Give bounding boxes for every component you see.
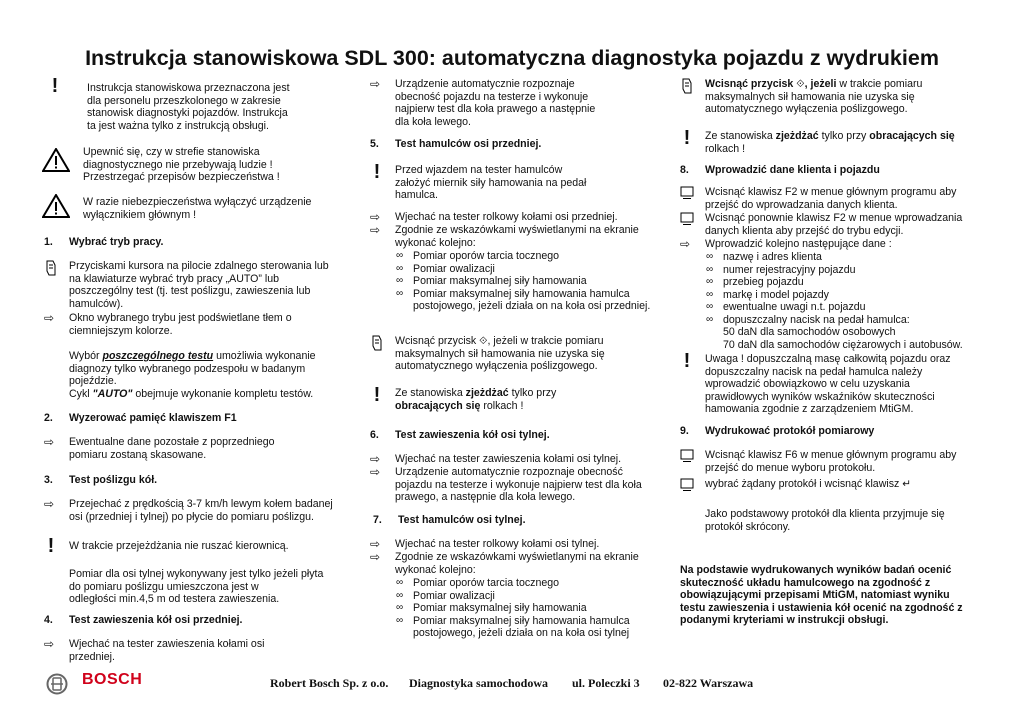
hollow-right-arrow-icon: ⇨ [43,637,55,651]
s7-p2: Zgodnie ze wskazówkami wyświetlanymi na ekranie wykonać kolejno: [395,551,639,576]
remote-control-icon [40,260,62,280]
page-title: Instrukcja stanowiskowa SDL 300: automatyczna diagnostyka pojazdu z wydrukiem [85,46,939,70]
list-item: ∞ Pomiar oporów tarcia tocznego [396,250,560,262]
list-item: ∞ dopuszczalny nacisk na pedał hamulca: [706,313,910,326]
s3-excl-block: ! W trakcie przejeżdżania nie ruszać kierownicą. [44,536,344,568]
s8-list [680,251,980,351]
sub-item: 70 daN dla samochodów ciężarowych i autobusów. [723,338,963,351]
s5-arrow-block-2: ⇨ Wjechać na tester rolkowy kołami osi przedniej. [370,211,660,224]
infinity-bullet: ∞ [706,251,714,262]
c3-p2: Ze stanowiska zjeżdżać tylko przy obracających się rolkach ! [705,130,955,155]
exclamation-icon: ! [373,161,381,183]
hollow-right-arrow-icon: ⇨ [369,550,381,564]
button-diamond-icon: ⟐ [796,78,805,90]
s3-arrow-block [44,498,344,536]
exclamation-icon: ! [373,384,381,406]
s8-excl-block [680,350,980,425]
warning-block-1 [44,146,344,196]
list-item: ∞ Pomiar owalizacji [396,262,495,275]
s5-p5: Ze stanowiska zjeżdżać tylko przy obracających się rolkach ! [395,387,557,412]
infinity-bullet: ∞ [706,288,714,300]
monitor-icon [676,186,698,204]
s7-list [370,577,660,640]
intro-text: Instrukcja stanowiskowa przeznaczona jest dla personelu przeszkolonego w zakresie stanowisk diagnostyki pojazdów. Instrukcja ta jest ważna tylko z instrukcją obsługi. [87,82,290,132]
hollow-right-arrow-icon: ⇨ [369,465,381,479]
bosch-brand: BOSCH [82,671,143,688]
s5-remote-block [370,335,660,383]
intro-block [44,75,344,140]
section-4-heading: 4. Test zawieszenia kół osi przedniej. [44,614,243,626]
list-item: ∞ Pomiar owalizacji [396,589,495,602]
remote-control-icon [366,335,388,355]
monitor-icon [676,449,698,467]
s1-p2: Okno wybranego trybu jest podświetlane tłem o ciemniejszym kolorze. [69,312,292,337]
footer [0,677,1024,695]
infinity-bullet: ∞ [396,614,404,626]
section-1-heading: 1. Wybrać tryb pracy. [44,236,164,248]
infinity-bullet: ∞ [396,250,404,261]
s3-p1: Przejechać z prędkością 3-7 km/h lewym kołem badanej osi (przedniej i tylnej) po płycie do pomiaru poślizgu. [69,498,333,523]
button-diamond-icon: ⟐ [479,335,488,347]
infinity-bullet: ∞ [396,287,404,299]
column-2 [370,78,660,640]
s5-p1: Przed wjazdem na tester hamulców założyć miernik siły hamowania na pedał hamulca. [395,164,587,201]
s7-arrow-block-2 [370,551,660,577]
list-item: ∞ Pomiar maksymalnej siły hamowania [396,602,587,614]
column-1 [43,75,344,663]
hollow-right-arrow-icon: ⇨ [43,311,55,325]
list-item: ∞ markę i model pojazdy [706,288,829,301]
infinity-bullet: ∞ [396,602,404,613]
infinity-bullet: ∞ [396,577,404,588]
s3-p3: Pomiar dla osi tylnej wykonywany jest tylko jeżeli płyta do pomiaru poślizgu umieszczona jest w odległości min.4,5 m od testera zawieszenia. [69,568,324,605]
warning-triangle-icon [42,148,64,176]
s2-p1: Ewentualne dane pozostałe z poprzedniego pomiaru zostaną skasowane. [69,436,275,461]
s7-arrow-block-1: ⇨ Wjechać na tester rolkowy kołami osi tylnej. [370,538,660,551]
s2-arrow-block [44,436,344,474]
hollow-right-arrow-icon: ⇨ [369,223,381,237]
hollow-right-arrow-icon: ⇨ [369,452,381,466]
infinity-bullet: ∞ [396,275,404,286]
hollow-right-arrow-icon: ⇨ [369,210,381,224]
infinity-bullet: ∞ [706,313,714,325]
s9-p2: wybrać żądany protokół i wcisnąć klawisz ↵ [705,478,912,490]
infinity-bullet: ∞ [396,589,404,601]
list-item: ∞ Pomiar maksymalnej siły hamowania hamulca postojowego, jeżeli działa on na koła osi przedniej. [396,287,651,312]
infinity-bullet: ∞ [706,301,714,312]
s6-arrow-block-2 [370,466,660,514]
s5-p4: Wcisnąć przycisk ⟐, jeżeli w trakcie pomiaru maksymalnych sił hamowania nie uzyska się automatycznego wyłączenia poślizgowego. [395,335,605,372]
warning-triangle-icon [42,194,64,222]
footer-company: Robert Bosch Sp. z o.o. [270,676,389,690]
exclamation-icon: ! [51,75,59,97]
s8-p4: Uwaga ! dopuszczalną masę całkowitą pojazdu oraz dopuszczalny nacisk na pedał hamulca należy wprowadzić obowiązkowo w celu uzyskania prawidłowych wyników wskaźników skuteczności hamowania zgodnie z zarządzeniem MtiGM. [705,353,951,415]
c2-arrow-block-1 [370,78,660,138]
list-item: ∞ przebieg pojazdu [706,276,804,288]
s4-p1: Wjechać na tester zawieszenia kołami osi przedniej. [69,638,265,663]
s8-monitor-block-1 [680,186,980,212]
s1-arrow-block [44,312,344,350]
s1-p1: Przyciskami kursora na pilocie zdalnego sterowania lub na klawiaturze wybrać tryb pracy „AUTO” lub poszczególny test (tj. test poślizgu, zawieszenia lub hamulców). [69,260,329,310]
infinity-bullet: ∞ [706,276,714,287]
s5-arrow-block-3 [370,224,660,250]
s5-list [370,250,660,326]
c3-remote-block [680,78,980,126]
section-8-heading: 8. Wprowadzić dane klienta i pojazdu [680,164,880,176]
s5-excl-block [370,161,660,211]
s8-p1: Wcisnąć klawisz F2 w menue głównym programu aby przejść do wprowadzania danych klienta. [705,186,957,211]
monitor-icon [676,212,698,230]
s5-excl-block-2 [370,384,660,429]
monitor-icon [676,478,698,496]
list-item: ∞ ewentualne uwagi n.t. pojazdu [706,301,866,313]
list-item: ∞ nazwę i adres klienta [706,251,822,263]
footer-street: ul. Poleczki 3 [572,676,640,690]
hollow-right-arrow-icon: ⇨ [43,497,55,511]
footer-dept: Diagnostyka samochodowa [409,676,549,690]
list-item: ∞ numer rejestracyjny pojazdu [706,263,856,276]
section-5-heading: 5. Test hamulców osi przedniej. [370,138,542,150]
c3-excl-block [680,127,980,164]
s9-p1: Wcisnąć klawisz F6 w menue głównym programu aby przejść do menue wyboru protokołu. [705,449,957,474]
sub-item: 50 daN dla samochodów osobowych [723,326,896,338]
s8-arrow-block: ⇨ Wprowadzić kolejno następujące dane : [680,238,980,251]
section-6-heading: 6. Test zawieszenia kół osi tylnej. [370,429,550,441]
s6-arrow-block-1: ⇨ Wjechać na tester zawieszenia kołami osi tylnej. [370,453,660,466]
s9-monitor-block-2 [680,478,980,508]
s1-p3: Wybór poszczególnego testu umożliwia wykonanie diagnozy tylko wybranego podzespołu w badanym pojeździe. Cykl "AUTO" obejmuje wykonanie kompletu testów. [69,350,316,400]
s9-p3: Jako podstawowy protokół dla klienta przyjmuje się protokół skrócony. [705,508,945,533]
hollow-right-arrow-icon: ⇨ [369,77,381,91]
s5-p3: Zgodnie ze wskazówkami wyświetlanymi na ekranie wykonać kolejno: [395,224,639,249]
list-item: ∞ Pomiar maksymalnej siły hamowania [396,275,587,287]
hollow-right-arrow-icon: ⇨ [43,435,55,449]
infinity-bullet: ∞ [396,262,404,274]
section-7-heading: 7. Test hamulców osi tylnej. [373,514,526,526]
warning-block-2 [44,196,344,234]
column-3 [680,78,980,627]
section-9-heading: 9. Wydrukować protokół pomiarowy [680,425,875,437]
hollow-right-arrow-icon: ⇨ [369,537,381,551]
s1-remote-block [44,260,344,312]
infinity-bullet: ∞ [706,263,714,275]
warning-text-2: W razie niebezpieczeństwa wyłączyć urządzenie wyłącznikiem głównym ! [83,196,312,221]
hollow-right-arrow-icon: ⇨ [679,237,691,251]
exclamation-icon: ! [683,350,691,372]
s9-monitor-block-1 [680,449,980,475]
exclamation-icon: ! [47,535,55,557]
c2-p1: Urządzenie automatycznie rozpoznaje obecność pojazdu na testerze i wykonuje najpierw test dla koła prawego a następnie dla koła lewego. [395,78,596,128]
list-item: ∞ Pomiar maksymalnej siły hamowania hamulca postojowego, jeżeli działa on na koła osi tylnej [396,614,630,639]
s8-monitor-block-2 [680,212,980,238]
section-2-heading: 2. Wyzerować pamięć klawiszem F1 [44,412,237,424]
list-item: ∞ Pomiar oporów tarcia tocznego [396,577,560,589]
footer-city: 02-822 Warszawa [663,676,754,690]
section-3-heading: 3. Test poślizgu kół. [44,474,158,486]
warning-text-1: Upewnić się, czy w strefie stanowiska diagnostycznego nie przebywają ludzie ! Przestrzegać przepisów bezpieczeństwa ! [83,146,280,183]
exclamation-icon: ! [683,127,691,149]
s8-p2: Wcisnąć ponownie klawisz F2 w menue wprowadzania danych klienta aby przejść do trybu edycji. [705,212,963,237]
enter-key-icon: ↵ [902,478,912,490]
s6-p2: Urządzenie automatycznie rozpoznaje obecność pojazdu na testerze i wykonuje najpierw test dla koła prawego, a następnie dla koła lewego. [395,466,642,503]
final-note: Na podstawie wydrukowanych wyników badań ocenić skuteczność układu hamulcowego na zgodność z obowiązującymi przepisami MtiGM, natomiast wyniku testu zawieszenia i ustawienia kół ocenić na zgodność z podanymi kryteriami w instrukcji obsługi. [680,564,963,626]
s4-arrow-block [44,638,344,663]
remote-control-icon [676,78,698,98]
c3-p1: Wcisnąć przycisk ⟐, jeżeli w trakcie pomiaru maksymalnych sił hamowania nie uzyska się automatycznego wyłączenia poślizgowego. [705,78,923,115]
